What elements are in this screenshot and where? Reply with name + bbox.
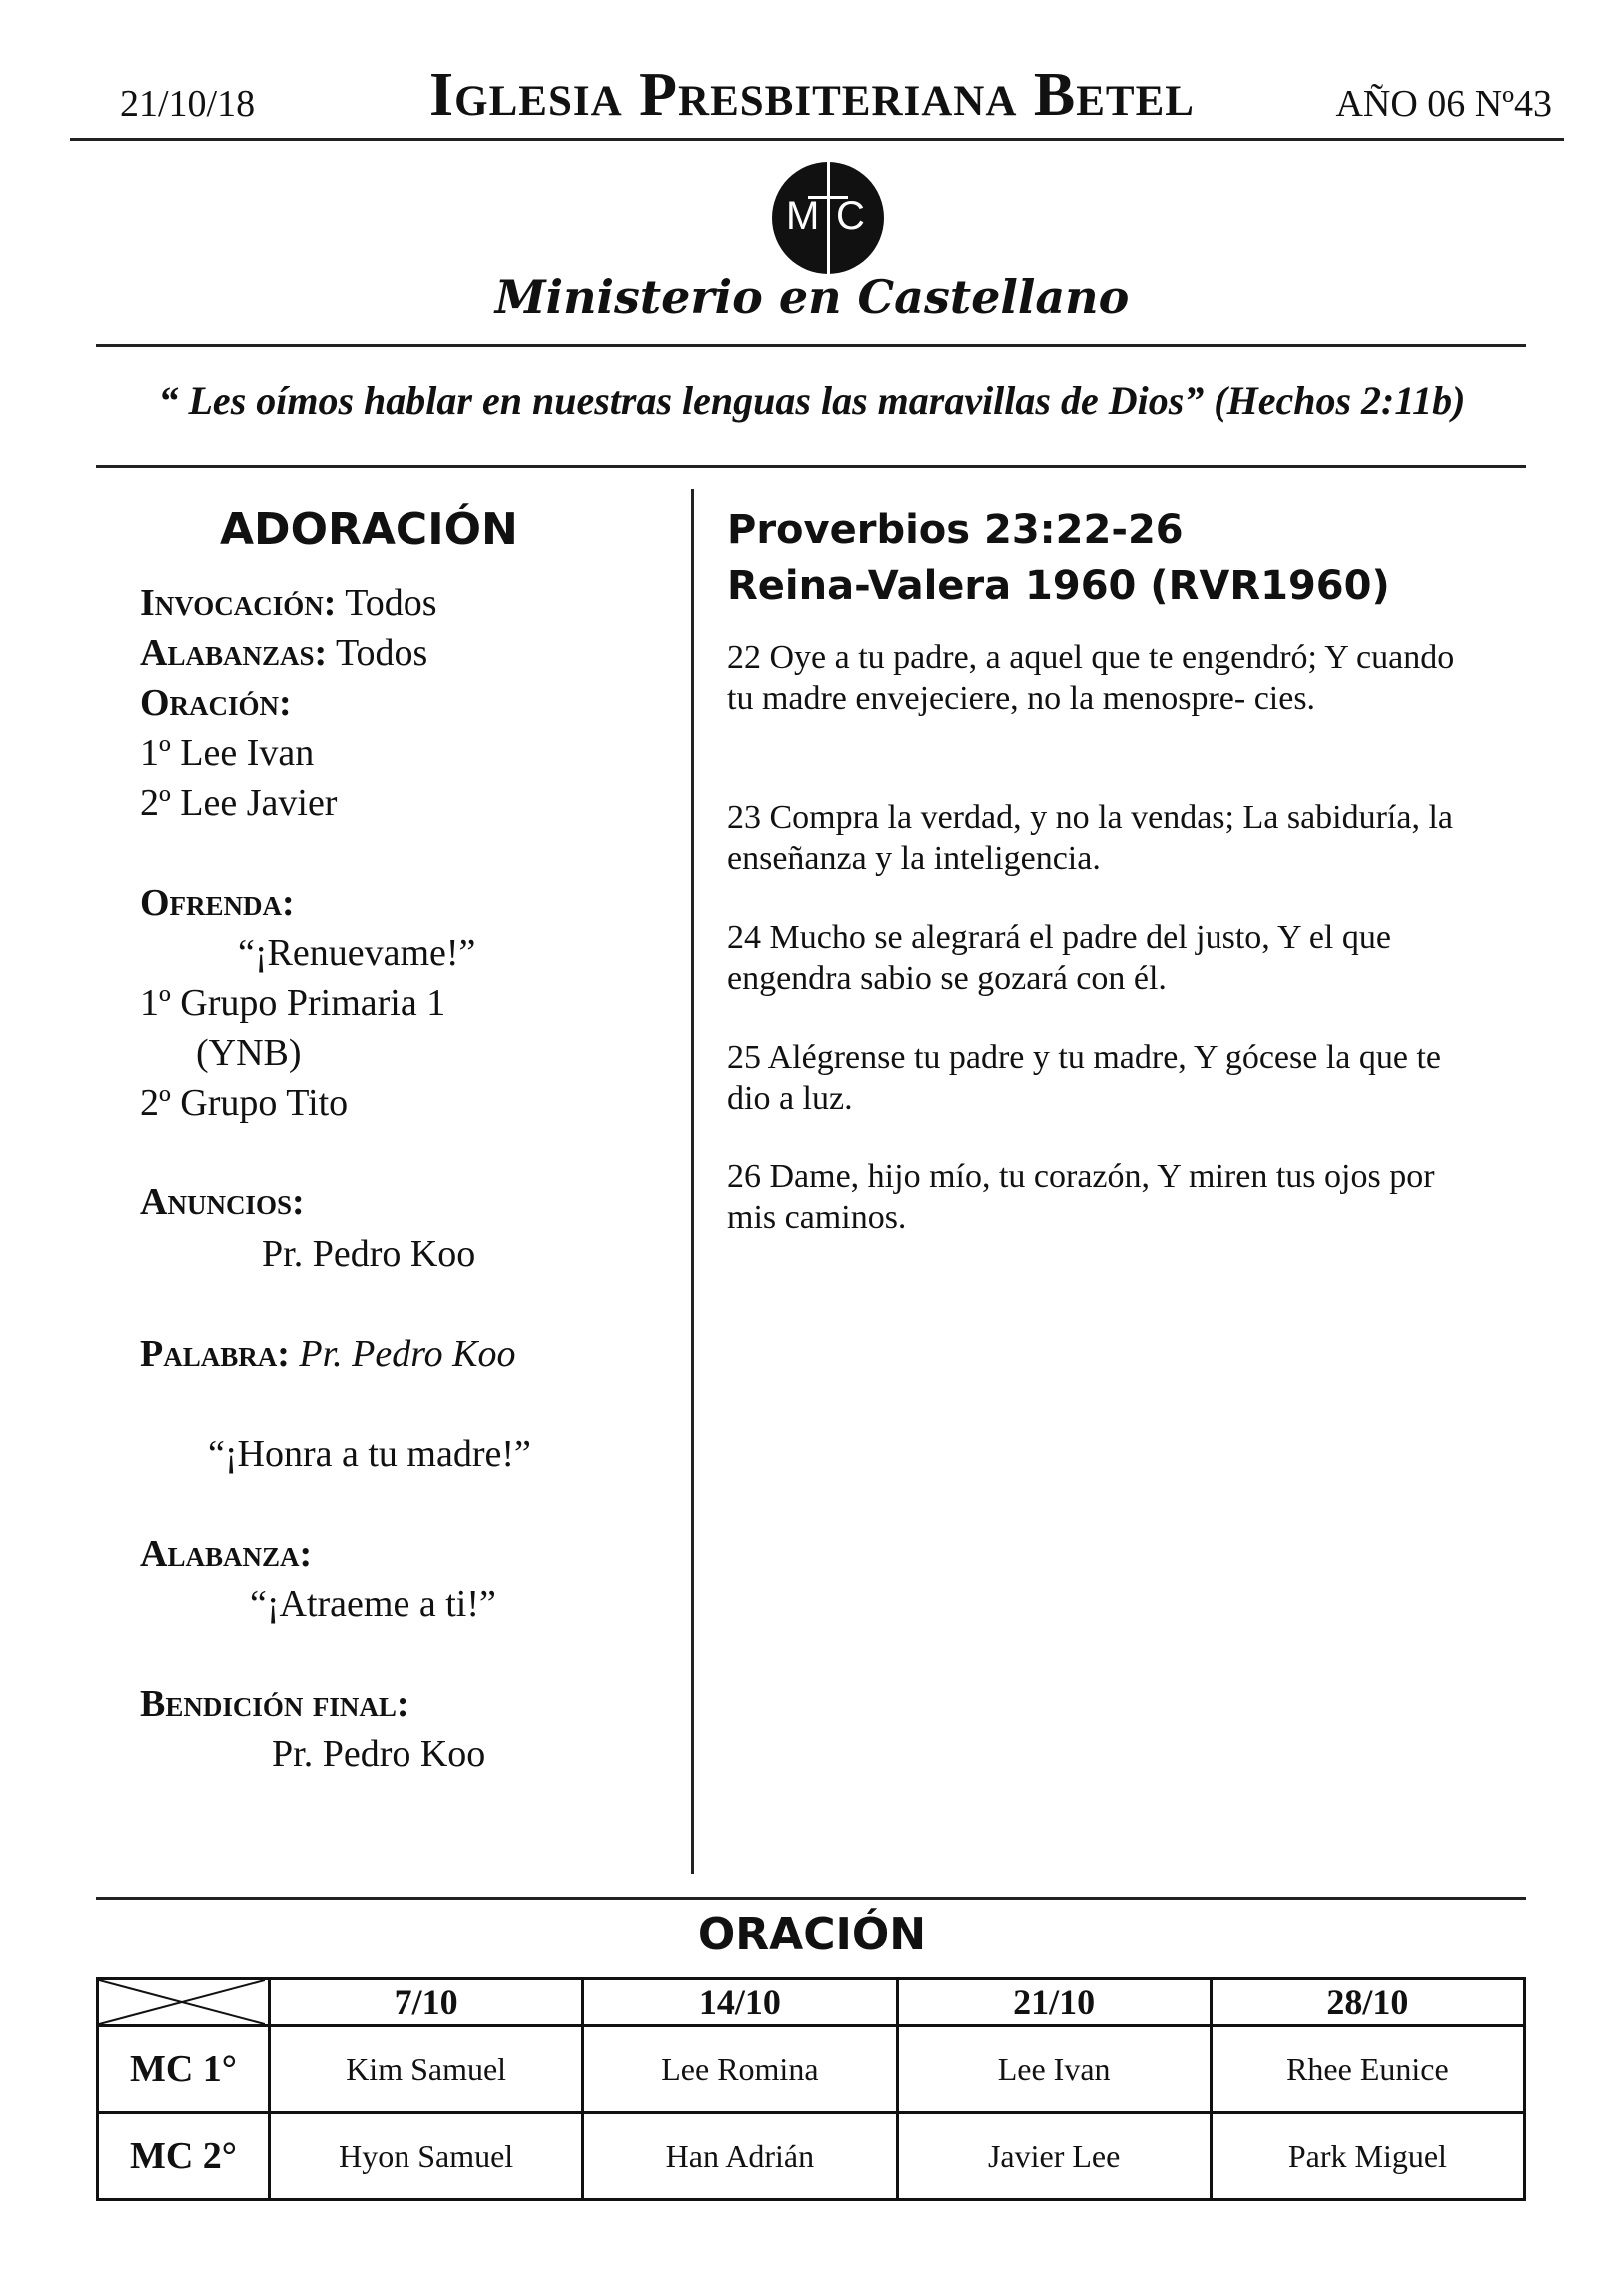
verse-quote: “ Les oímos hablar en nuestras lenguas las maravillas de Dios” (Hechos 2:11b) (158, 379, 1466, 423)
table-corner-cell (98, 1979, 270, 2026)
invocation-value: Todos (345, 582, 437, 624)
scripture-reference: Proverbios 23:22-26 (727, 507, 1184, 553)
offering-first: 1º Grupo Primaria 1 (140, 982, 446, 1024)
ministry-name: Ministerio en Castellano (494, 270, 1130, 324)
verse-26: 26 Dame, hijo mío, tu corazón, Y miren tus ojos por mis caminos. (727, 1158, 1435, 1236)
table-cell: Park Miguel (1211, 2113, 1524, 2200)
table-cell: Kim Samuel (270, 2026, 583, 2113)
table-cell: Rhee Eunice (1211, 2026, 1524, 2113)
worship-title: ADORACIÓN (220, 504, 518, 555)
header-rule (70, 138, 1564, 141)
praise2-label: Alabanza: (140, 1533, 313, 1575)
table-cell: Lee Ivan (897, 2026, 1211, 2113)
scripture-version: Reina-Valera 1960 (RVR1960) (727, 563, 1390, 609)
column-header: 21/10 (897, 1979, 1211, 2026)
praise-value: Todos (335, 632, 428, 674)
column-header: 7/10 (270, 1979, 583, 2026)
prayer-table-title: ORACIÓN (697, 1909, 927, 1960)
word-value: Pr. Pedro Koo (299, 1333, 516, 1375)
rule-below-quote (96, 465, 1526, 468)
scripture-heading (727, 502, 1390, 614)
cross-lines-icon (99, 1980, 265, 2024)
word-line (140, 1332, 515, 1376)
announcements-label: Anuncios: (140, 1181, 305, 1223)
table-cell: Javier Lee (897, 2113, 1211, 2200)
table-row (98, 2026, 1525, 2113)
column-divider (691, 489, 694, 1874)
verse-25: 25 Alégrense tu padre y tu madre, Y gócese la que te dio a luz. (727, 1039, 1441, 1117)
table-cell: Lee Romina (583, 2026, 897, 2113)
column-header: 28/10 (1211, 1979, 1524, 2026)
table-header-row (98, 1979, 1525, 2026)
logo-letter-m: M (786, 194, 820, 238)
issue-number: AÑO 06 Nº43 (1335, 83, 1552, 125)
prayer-second: 2º Lee Javier (140, 782, 338, 824)
mc-logo-icon (772, 162, 884, 274)
praise-line (140, 631, 427, 675)
column-header: 14/10 (583, 1979, 897, 2026)
offering-song: “¡Renuevame!” (238, 932, 476, 974)
verse-22: 22 Oye a tu padre, a aquel que te engendró; Y cuando tu madre envejeciere, no la menospre- cies. (727, 639, 1455, 717)
offering-first-group: (YNB) (196, 1032, 302, 1074)
prayer-schedule-table (96, 1977, 1526, 2201)
row-header: MC 1° (98, 2026, 270, 2113)
sermon-title: “¡Honra a tu madre!” (208, 1433, 531, 1475)
announcements-value: Pr. Pedro Koo (262, 1233, 476, 1275)
bulletin-date: 21/10/18 (120, 83, 256, 125)
verse-24: 24 Mucho se alegrará el padre del justo, Y el que engendra sabio se gozará con él. (727, 919, 1391, 997)
table-cell: Hyon Samuel (270, 2113, 583, 2200)
blessing-value: Pr. Pedro Koo (272, 1733, 486, 1775)
row-header: MC 2° (98, 2113, 270, 2200)
blessing-label: Bendición final: (140, 1683, 409, 1725)
praise2-value: “¡Atraeme a ti!” (250, 1583, 496, 1625)
prayer-label: Oración: (140, 682, 292, 724)
verse-23: 23 Compra la verdad, y no la vendas; La sabiduría, la enseñanza y la inteligencia. (727, 799, 1453, 877)
praise-label: Alabanzas: (140, 632, 328, 674)
table-cell: Han Adrián (583, 2113, 897, 2200)
offering-label: Ofrenda: (140, 882, 295, 924)
invocation-line (140, 581, 437, 625)
table-row (98, 2113, 1525, 2200)
invocation-label: Invocación: (140, 582, 337, 624)
logo-letter-c: C (836, 194, 865, 238)
church-name: Iglesia Presbiteriana Betel (429, 61, 1195, 129)
rule-above-quote (96, 344, 1526, 347)
rule-above-table (96, 1897, 1526, 1900)
prayer-first: 1º Lee Ivan (140, 732, 315, 774)
word-label: Palabra: (140, 1333, 290, 1375)
offering-second: 2º Grupo Tito (140, 1082, 349, 1124)
